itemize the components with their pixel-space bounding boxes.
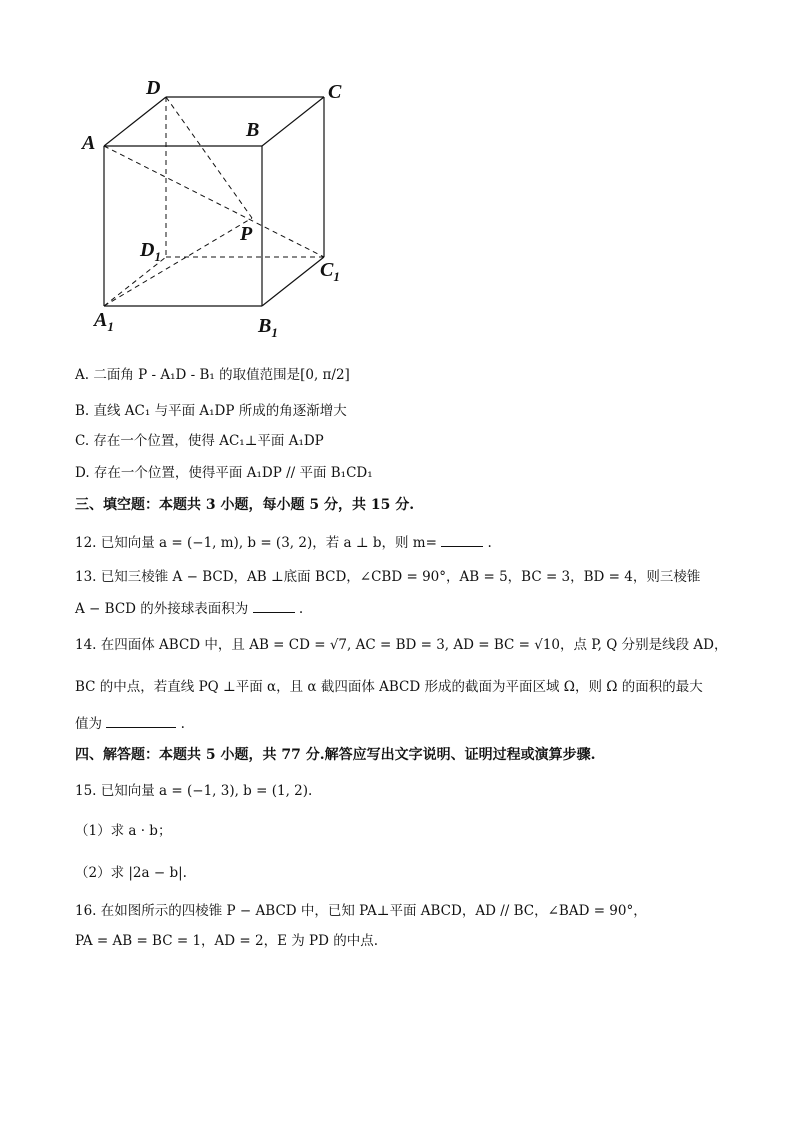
cube-diagram — [70, 70, 370, 345]
question-13-text: A − BCD 的外接球表面积为 — [75, 601, 249, 617]
option-c: C. 存在一个位置，使得 AC₁⊥平面 A₁DP — [75, 433, 324, 449]
question-12-text: 12. 已知向量 a = (−1, m), b = (3, 2)，若 a ⊥ b，则 m= — [75, 535, 437, 551]
section-3-heading: 三、填空题：本题共 3 小题，每小题 5 分，共 15 分. — [75, 497, 415, 513]
edge-AD — [104, 97, 166, 146]
label-B1: $B_1$ — [258, 315, 278, 340]
label-C1: $C_1$ — [320, 259, 340, 284]
question-15-part2: （2）求 |2a − b|. — [75, 865, 187, 881]
option-d: D. 存在一个位置，使得平面 A₁DP // 平面 B₁CD₁ — [75, 465, 373, 481]
question-14-line2: BC 的中点，若直线 PQ ⊥平面 α，且 α 截四面体 ABCD 形成的截面为平面区域 Ω，则 Ω 的面积的最大 — [75, 679, 703, 695]
question-16-line2: PA = AB = BC = 1，AD = 2，E 为 PD 的中点. — [75, 933, 379, 949]
question-15: 15. 已知向量 a = (−1, 3), b = (1, 2). — [75, 783, 313, 799]
label-A: A — [82, 132, 96, 154]
edge-A1D1 — [104, 257, 166, 306]
question-13-end: . — [298, 601, 304, 617]
label-A1: $A_1$ — [94, 309, 114, 334]
question-12 — [75, 532, 492, 552]
question-14-text: 值为 — [75, 716, 102, 732]
line-DP — [166, 97, 252, 218]
question-15-part1: （1）求 a · b； — [75, 823, 172, 839]
question-13-line1: 13. 已知三棱锥 A − BCD，AB ⊥底面 BCD，∠CBD = 90°，AB = 5，BC = 3，BD = 4，则三棱锥 — [75, 569, 701, 585]
question-16-line1: 16. 在如图所示的四棱锥 P − ABCD 中，已知 PA⊥平面 ABCD，AD // BC，∠BAD = 90°， — [75, 903, 647, 919]
option-a: A. 二面角 P - A₁D - B₁ 的取值范围是[0, π/2] — [75, 367, 350, 383]
answer-blank-13[interactable] — [253, 598, 295, 613]
question-14-line3 — [75, 713, 185, 733]
label-B: B — [246, 119, 260, 141]
cube-figure — [70, 70, 370, 345]
edge-B1C1 — [262, 257, 324, 306]
label-D1: $D_1$ — [140, 239, 161, 264]
answer-blank-12[interactable] — [441, 532, 483, 547]
label-C: C — [328, 81, 342, 103]
question-14-end: . — [180, 716, 185, 732]
answer-blank-14[interactable] — [106, 713, 176, 728]
question-14-line1: 14. 在四面体 ABCD 中，且 AB = CD = √7, AC = BD = 3, AD = BC = √10，点 P, Q 分别是线段 AD， — [75, 637, 728, 653]
question-13-line2 — [75, 598, 303, 618]
label-P: P — [240, 223, 253, 245]
line-A1P — [104, 218, 252, 306]
section-4-heading: 四、解答题：本题共 5 小题，共 77 分.解答应写出文字说明、证明过程或演算步骤. — [75, 747, 596, 763]
question-12-end: . — [487, 535, 492, 551]
label-D: D — [146, 77, 161, 99]
edge-BC — [262, 97, 324, 146]
option-b: B. 直线 AC₁ 与平面 A₁DP 所成的角逐渐增大 — [75, 403, 347, 419]
